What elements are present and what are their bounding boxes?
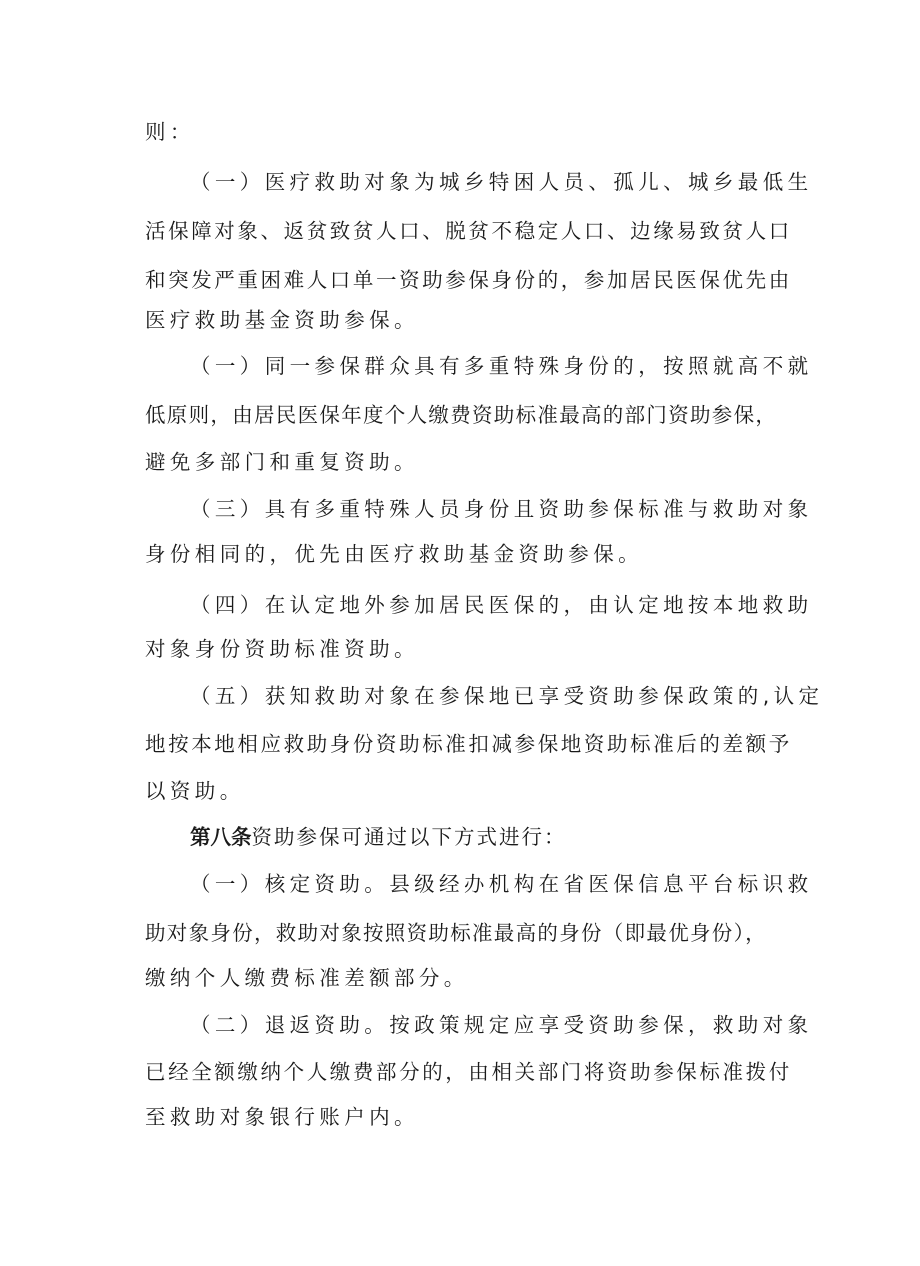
text-line: 助对象身份，救助对象按照资助标准最高的身份（即最优身份），: [145, 921, 767, 945]
text-line: 地按本地相应救助身份资助标准扣减参保地资助标准后的差额予: [145, 732, 792, 756]
text-line: 至救助对象银行账户内。: [145, 1105, 419, 1129]
text-line: 以资助。: [145, 779, 245, 803]
text-line: （三）具有多重特殊人员身份且资助参保标准与救助对象: [190, 497, 813, 521]
text-line: 和突发严重困难人口单一资助参保身份的，参加居民医保优先由: [145, 268, 792, 292]
text-line: 医疗救助基金资助参保。: [145, 308, 419, 332]
article-heading: 第八条: [190, 825, 252, 849]
text-line: 身份相同的，优先由医疗救助基金资助参保。: [145, 542, 643, 566]
text-line: 避免多部门和重复资助。: [145, 450, 419, 474]
text-line: 则：: [145, 120, 195, 144]
text-line: 已经全额缴纳个人缴费部分的，由相关部门将资助参保标准拨付: [145, 1060, 792, 1084]
text-line: （一）同一参保群众具有多重特殊身份的，按照就高不就: [190, 354, 813, 378]
text-line: （五）获知救助对象在参保地已享受资助参保政策的,认定: [190, 684, 824, 708]
text-line: （一）核定资助。县级经办机构在省医保信息平台标识救: [190, 872, 813, 896]
text-line: （四）在认定地外参加居民医保的，由认定地按本地救助: [190, 593, 813, 617]
text-line: 缴纳个人缴费标准差额部分。: [145, 966, 469, 990]
text-line: 低原则，由居民医保年度个人缴费资助标准最高的部门资助参保，: [145, 403, 778, 427]
text-line: 对象身份资助标准资助。: [145, 637, 419, 661]
article-text: 资助参保可通过以下方式进行：: [251, 825, 567, 849]
text-line: （二）退返资助。按政策规定应享受资助参保，救助对象: [190, 1013, 813, 1037]
text-line: （一）医疗救助对象为城乡特困人员、孤儿、城乡最低生: [190, 170, 813, 194]
article-eight: [190, 817, 830, 857]
text-line: 活保障对象、返贫致贫人口、脱贫不稳定人口、边缘易致贫人口: [145, 219, 792, 243]
